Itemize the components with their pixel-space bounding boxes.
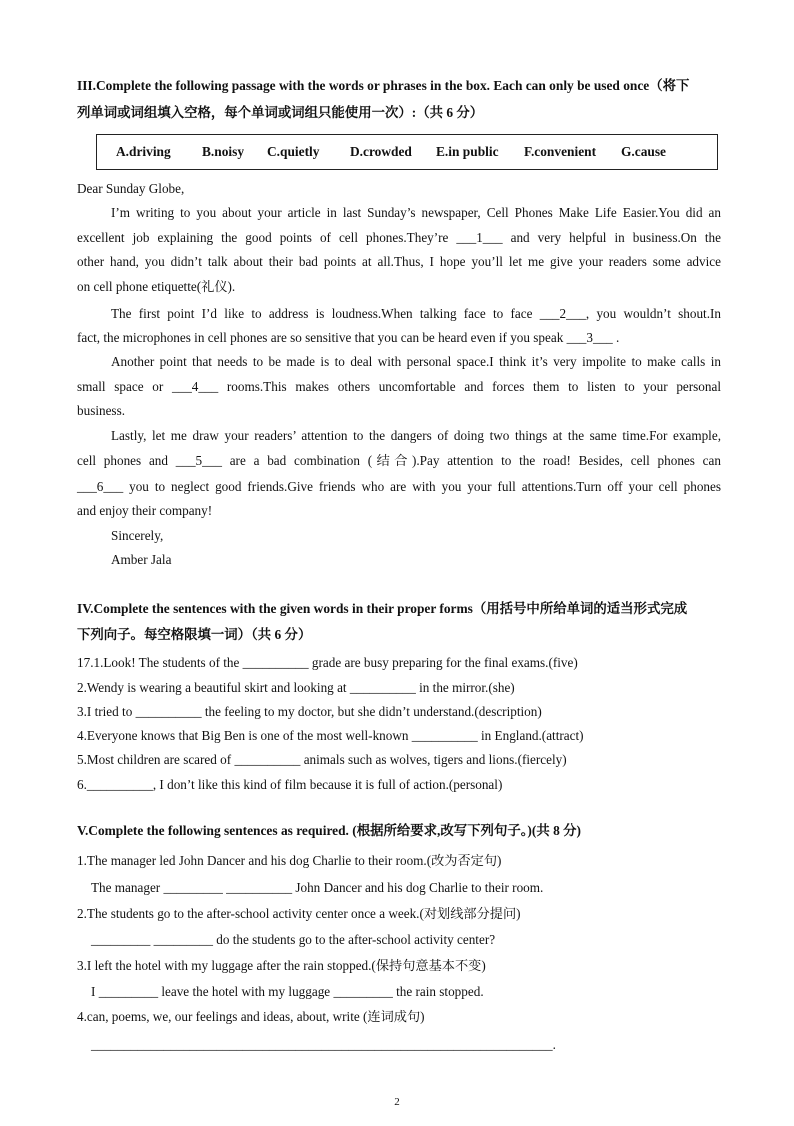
letter-signature: Amber Jala: [111, 552, 172, 567]
rewrite-answer-line: The manager _________ __________ John Dancer and his dog Charlie to their room.: [91, 880, 544, 895]
letter-p4-line: ___6___ you to neglect good friends.Give friends who are with you your full attentions.Turn off your cell phones: [77, 479, 721, 494]
section-4-heading-line-1: IV.Complete the sentences with the given words in their proper forms（用括号中所给单词的适当形式完成: [77, 601, 688, 616]
section-3-heading-line-2: 列单词或词组填入空格，每个单词或词组只能使用一次）:（共 6 分）: [77, 105, 484, 120]
letter-p2-line: fact, the microphones in cell phones are so sensitive that you can be heard even if you speak ___3___ .: [77, 330, 620, 345]
word-option: C.quietly: [267, 144, 320, 159]
letter-p4-line: Lastly, let me draw your readers’ attention to the dangers of doing two things at the same time.For example,: [111, 428, 721, 443]
rewrite-answer-line: _________ _________ do the students go to the after-school activity center?: [91, 932, 496, 947]
word-option: A.driving: [116, 144, 171, 159]
word-option: E.in public: [436, 144, 499, 159]
letter-p1-line: I’m writing to you about your article in last Sunday’s newspaper, Cell Phones Make Life Easier.You did an: [111, 205, 721, 220]
exercise-item: 5.Most children are scared of __________ animals such as wolves, tigers and lions.(fiercely): [77, 752, 567, 767]
letter-p1-line: on cell phone etiquette(礼仪).: [77, 279, 236, 294]
rewrite-prompt: 4.can, poems, we, our feelings and ideas, about, write (连词成句): [77, 1009, 425, 1024]
section-4-heading-line-2: 下列向子。每空格限填一词）（共 6 分）: [77, 627, 312, 642]
letter-closing: Sincerely,: [111, 528, 164, 543]
exercise-item: 3.I tried to __________ the feeling to my doctor, but she didn’t understand.(description): [77, 704, 542, 719]
word-option: G.cause: [621, 144, 667, 159]
rewrite-answer-line: ______________________________________________________________________.: [91, 1037, 556, 1052]
letter-p2-line: The first point I’d like to address is loudness.When talking face to face ___2___, you wouldn’t shout.In: [111, 306, 721, 321]
rewrite-prompt: 2.The students go to the after-school activity center once a week.(对划线部分提问): [77, 906, 521, 921]
exercise-item: 17.1.Look! The students of the __________ grade are busy preparing for the final exams.(five): [77, 655, 578, 670]
exercise-item: 6.__________, I don’t like this kind of film because it is full of action.(personal): [77, 777, 503, 792]
page-number: 2: [394, 1096, 400, 1108]
rewrite-prompt: 1.The manager led John Dancer and his dog Charlie to their room.(改为否定句): [77, 853, 502, 868]
exercise-item: 4.Everyone knows that Big Ben is one of the most well-known __________ in England.(attract): [77, 728, 584, 743]
letter-p4-line: cell phones and ___5___ are a bad combination (结合).Pay attention to the road! Besides, cell phones can: [77, 453, 721, 468]
section-5-heading: V.Complete the following sentences as required. (根据所给要求,改写下列句子。)(共 8 分): [77, 823, 581, 838]
letter-p3-line: business.: [77, 403, 125, 418]
letter-greeting: Dear Sunday Globe,: [77, 181, 185, 196]
exercise-item: 2.Wendy is wearing a beautiful skirt and looking at __________ in the mirror.(she): [77, 680, 515, 695]
word-option: B.noisy: [202, 144, 245, 159]
letter-p1-line: excellent job explaining the good points of cell phones.They’re ___1___ and very helpful in business.On the: [77, 230, 721, 245]
word-option: F.convenient: [524, 144, 597, 159]
letter-p3-line: small space or ___4___ rooms.This makes others uncomfortable and forces them to listen to your personal: [77, 379, 721, 394]
letter-p1-line: other hand, you didn’t talk about their bad points at all.Thus, I hope you’ll let me give your readers some advice: [77, 254, 721, 269]
letter-p3-line: Another point that needs to be made is to deal with personal space.I think it’s very impolite to make calls in: [111, 354, 721, 369]
letter-p4-line: and enjoy their company!: [77, 503, 213, 518]
word-box: [96, 134, 718, 170]
section-3-heading-line-1: III.Complete the following passage with the words or phrases in the box. Each can only be used once（将下: [77, 78, 690, 93]
word-option: D.crowded: [350, 144, 412, 159]
rewrite-answer-line: I _________ leave the hotel with my luggage _________ the rain stopped.: [91, 984, 484, 999]
rewrite-prompt: 3.I left the hotel with my luggage after the rain stopped.(保持句意基本不变): [77, 958, 486, 973]
